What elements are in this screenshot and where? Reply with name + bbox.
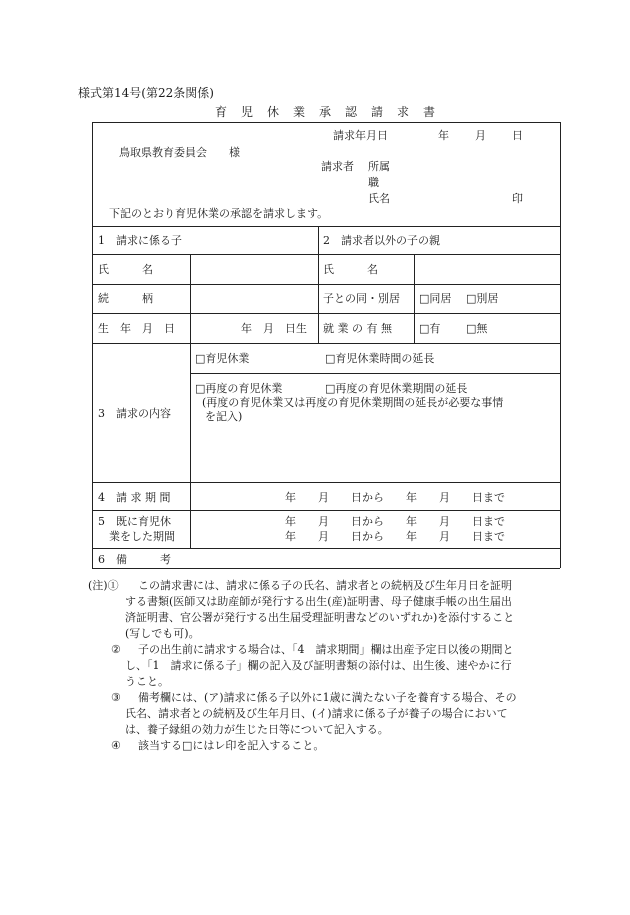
parent-section-header: 2 請求者以外の子の親 — [323, 234, 440, 247]
re-note-line2: を記入) — [205, 410, 243, 423]
form-title: 育 児 休 業 承 認 請 求 書 — [215, 105, 437, 119]
remarks-label: 6 備 考 — [98, 553, 171, 566]
child-section-header: 1 請求に係る子 — [98, 234, 182, 247]
note-3-line2: 氏名、請求者との続柄及び生年月日、(イ)請求に係る子が養子の場合において — [125, 707, 508, 720]
note-3-mark: ③ — [111, 691, 121, 704]
table-border-top — [92, 122, 560, 123]
note-2-line2: し、「1 請求に係る子」欄の記入及び証明書類の添付は、出生後、速やかに行 — [125, 659, 512, 672]
requester-label: 請求者 — [321, 160, 354, 173]
note-4-mark: ④ — [111, 739, 121, 752]
addressee: 鳥取県教育委員会 様 — [119, 146, 240, 159]
row-divider — [92, 548, 560, 549]
child-name-label: 氏 名 — [98, 263, 153, 276]
employment-label: 就 業 の 有 無 — [323, 322, 392, 335]
note-3-line1: 備考欄には、(ア)請求に係る子以外に1歳に満たない子を養育する場合、その — [138, 691, 517, 704]
cohabit-same-checkbox[interactable]: □同居 — [419, 292, 452, 305]
notes-prefix: (注)① — [88, 579, 119, 592]
table-border-bottom — [92, 568, 560, 569]
note-1-line1: この請求書には、請求に係る子の氏名、請求者との続柄及び生年月日を証明 — [138, 579, 512, 592]
parent-name-label: 氏 名 — [323, 263, 378, 276]
row-divider — [92, 226, 560, 227]
child-name-field[interactable] — [192, 256, 316, 282]
request-date-month: 月 — [475, 129, 486, 142]
table-border-right — [560, 122, 561, 568]
past-period-value-1[interactable]: 年 月 日から 年 月 日まで — [285, 515, 505, 528]
col-divider-left — [190, 254, 191, 343]
past-period-label-line1: 5 既に育児休 — [98, 515, 171, 528]
name-label: 氏名 — [368, 192, 390, 205]
row-divider — [92, 313, 560, 314]
relationship-field[interactable] — [192, 286, 316, 311]
request-date-label: 請求年月日 — [333, 129, 388, 142]
note-1-line3: 済証明書、官公署が発行する出生届受理証明書などのいずれか)を添付すること — [125, 611, 515, 624]
row-divider-inner — [190, 373, 560, 374]
past-period-value-2[interactable]: 年 月 日から 年 月 日まで — [285, 530, 505, 543]
leave-extension-checkbox[interactable]: □育児休業時間の延長 — [325, 352, 435, 365]
content-label: 3 請求の内容 — [98, 407, 171, 420]
period-value[interactable]: 年 月 日から 年 月 日まで — [285, 491, 505, 504]
employment-yes-checkbox[interactable]: □有 — [419, 322, 441, 335]
position-label: 職 — [368, 176, 379, 189]
col-divider-right — [414, 254, 415, 343]
seal-label: 印 — [512, 192, 523, 205]
request-date-day: 日 — [512, 129, 523, 142]
re-reason-field[interactable] — [195, 426, 557, 480]
re-leave-checkbox[interactable]: □再度の育児休業 — [195, 382, 283, 395]
col-divider-center — [318, 226, 319, 343]
row-divider — [92, 343, 560, 344]
row-divider — [92, 482, 560, 483]
affiliation-label: 所属 — [368, 160, 390, 173]
col-divider-label — [190, 343, 191, 548]
past-period-label-line2: 業をした期間 — [98, 530, 175, 543]
relationship-label: 続 柄 — [98, 292, 153, 305]
period-label: 4 請 求 期 間 — [98, 491, 171, 504]
parent-name-field[interactable] — [416, 256, 558, 282]
note-1-line4: (写しでも可)。 — [125, 627, 200, 640]
note-2-line3: うこと。 — [125, 675, 169, 688]
cohabit-label: 子との同・別居 — [323, 292, 400, 305]
row-divider — [92, 254, 560, 255]
note-3-line3: は、養子縁組の効力が生じた日等について記入する。 — [125, 723, 389, 736]
birthdate-label: 生 年 月 日 — [98, 322, 175, 335]
re-extension-checkbox[interactable]: □再度の育児休業期間の延長 — [325, 382, 468, 395]
employment-no-checkbox[interactable]: □無 — [466, 322, 488, 335]
note-2-mark: ② — [111, 643, 121, 656]
request-statement: 下記のとおり育児休業の承認を請求します。 — [109, 207, 329, 220]
note-2-line1: 子の出生前に請求する場合は、「4 請求期間」欄は出産予定日以後の期間と — [138, 643, 514, 656]
row-divider — [92, 510, 560, 511]
table-border-left — [92, 122, 93, 568]
row-divider — [92, 284, 560, 285]
remarks-field[interactable] — [192, 550, 558, 566]
cohabit-separate-checkbox[interactable]: □別居 — [466, 292, 499, 305]
form-number: 様式第14号(第22条関係) — [78, 86, 214, 100]
note-1-line2: する書類(医師又は助産師が発行する出生(産)証明書、母子健康手帳の出生届出 — [125, 595, 512, 608]
note-4-line1: 該当する□にはレ印を記入すること。 — [138, 739, 325, 752]
request-date-year: 年 — [438, 129, 449, 142]
birthdate-value[interactable]: 年 月 日生 — [241, 322, 307, 335]
re-note-line1: (再度の育児休業又は再度の育児休業期間の延長が必要な事情 — [202, 396, 504, 409]
childcare-leave-checkbox[interactable]: □育児休業 — [195, 352, 250, 365]
